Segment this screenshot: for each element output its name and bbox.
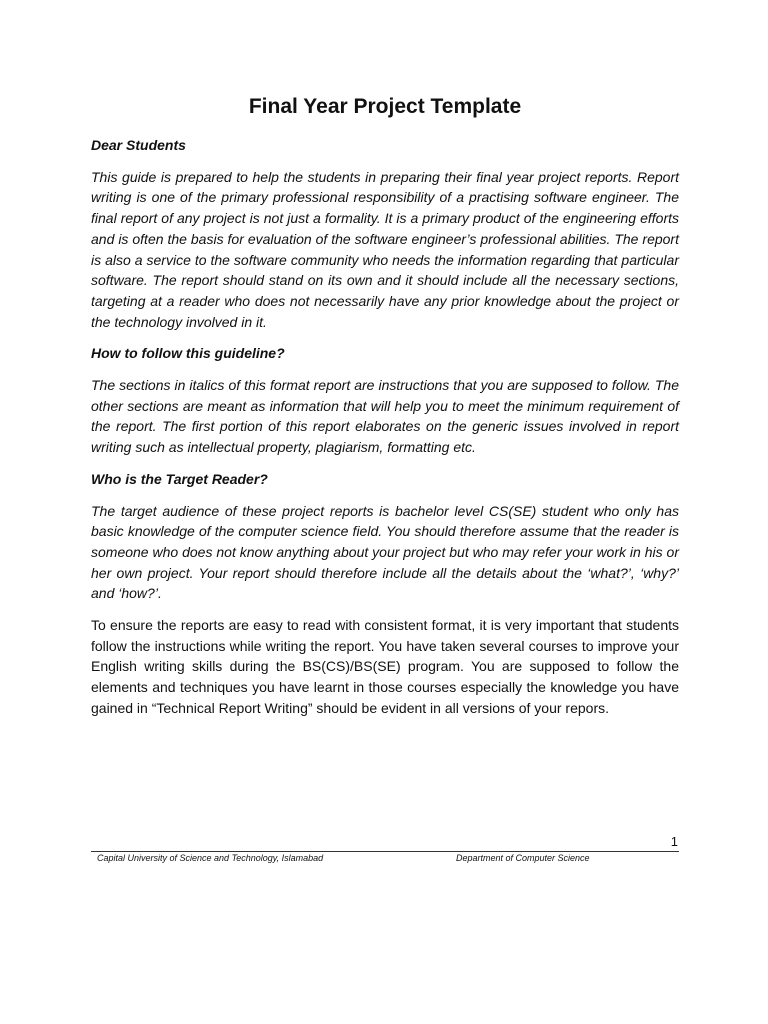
paragraph-target-audience: The target audience of these project reports is bachelor level CS(SE) student who only has basic knowledge of the computer science field. You should therefore assume that the reader is someone who does not know anything about your project but who may refer your work in his or her own project. Your report should therefore include all the details about the ‘what?’, ‘why?’ and ‘how?’.: [91, 502, 679, 602]
section-heading-how-to-follow: How to follow this guideline?: [91, 345, 285, 362]
section-heading-target-reader: Who is the Target Reader?: [91, 470, 268, 487]
footer-divider: [91, 851, 679, 852]
footer-university: Capital University of Science and Technology, Islamabad: [97, 853, 324, 863]
footer-department: Department of Computer Science: [456, 853, 590, 863]
paragraph-consistent-format: To ensure the reports are easy to read with consistent format, it is very important that students follow the instructions while writing the report. You have taken several courses to improve your English writing skills during the BS(CS)/BS(SE) program. You are supposed to follow the elements and techniques you have learnt in those courses especially the knowledge you have gained in “Technical Report Writing” should be evident in all versions of your repors.: [91, 617, 679, 716]
page-content: [91, 93, 679, 719]
document-title: Final Year Project Template: [248, 95, 522, 118]
page-number: 1: [670, 834, 678, 849]
paragraph-guideline-instructions: The sections in italics of this format report are instructions that you are supposed to follow. The other sections are meant as information that will help you to meet the minimum requirement of the report. The first portion of this report elaborates on the generic issues involved in report writing such as intellectual property, plagiarism, formatting etc.: [91, 377, 679, 456]
section-heading-dear-students: Dear Students: [91, 137, 186, 153]
paragraph-introduction: This guide is prepared to help the students in preparing their final year project reports. Report writing is one of the primary professional responsibility of a practising software engineer. The final report of any project is not just a formality. It is a primary product of the engineering efforts and is often the basis for evaluation of the software engineer’s professional abilities. The report is also a service to the software community who needs the information regarding that particular software. The report should stand on its own and it should include all the necessary sections, targeting at a reader who does not necessarily have any prior knowledge about the project or the technology involved in it.: [91, 168, 679, 330]
